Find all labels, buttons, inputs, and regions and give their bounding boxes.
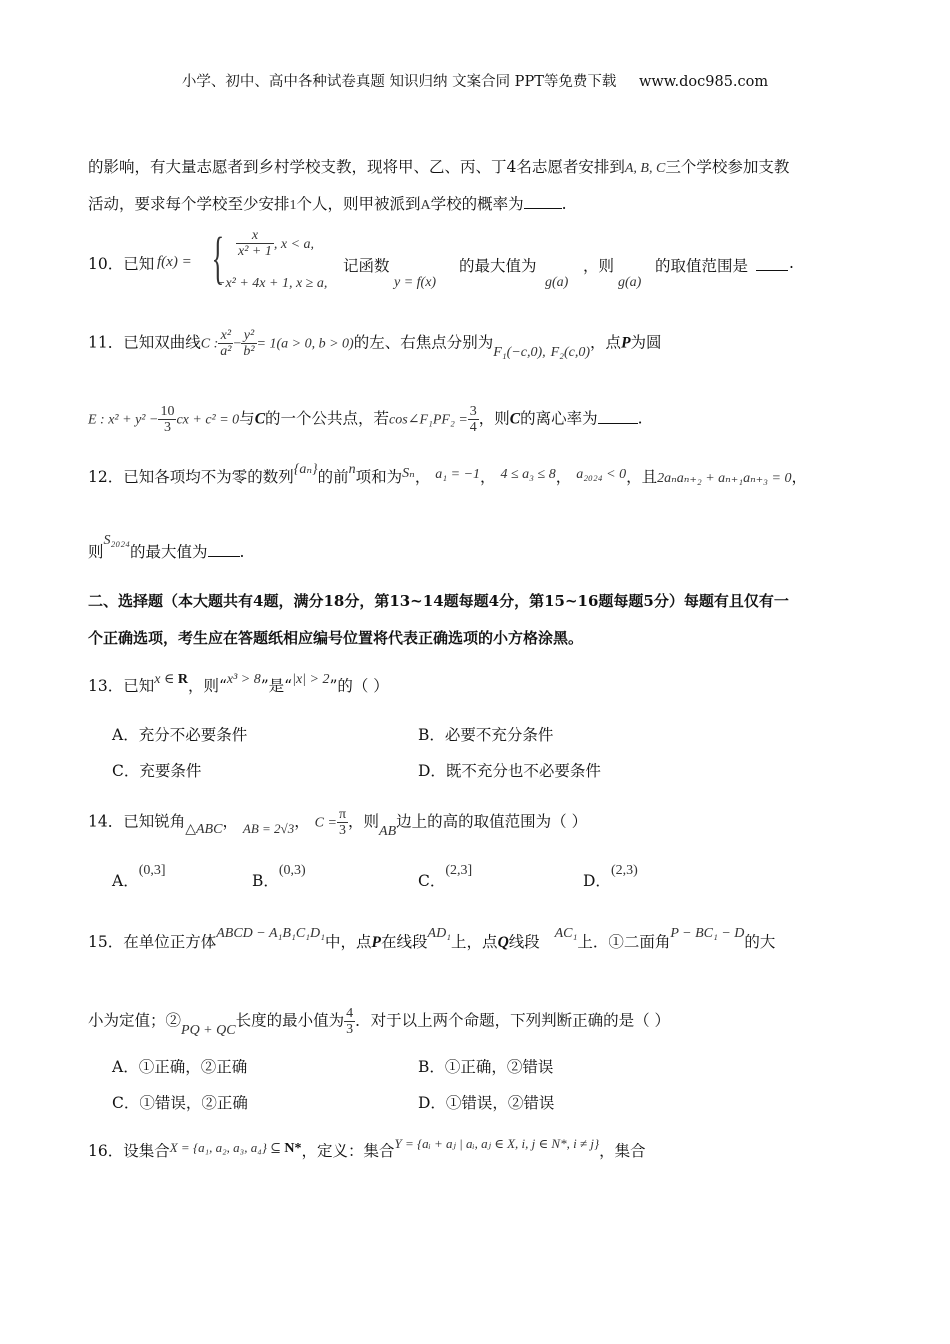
q15-option-d[interactable]: D．①错误，②错误 [418, 1094, 555, 1112]
angle-c: C = [314, 815, 337, 831]
sep: ， [480, 468, 496, 486]
q15-option-c[interactable]: C．①错误，②正确 [112, 1094, 248, 1112]
q13-number: 13．已知 [88, 677, 155, 695]
q14-number: 14．已知锐角 [88, 812, 186, 831]
q12-text: 的最大值为 [129, 543, 208, 561]
q9-line2 [88, 193, 878, 217]
q15-number: 15．在单位正方体 [88, 933, 217, 951]
point-p: P [371, 934, 381, 951]
period: . [239, 543, 245, 561]
q15-option-a[interactable]: A．①正确，②正确 [112, 1058, 248, 1076]
q10-ga: g(a) [618, 275, 642, 290]
segment-ad1: AD₁ [427, 926, 452, 941]
q15-text: 在线段 [381, 933, 428, 951]
frac-den: a² [220, 344, 232, 359]
page-header [0, 70, 950, 91]
q9-text: 三个学校参加支教 [665, 158, 790, 176]
cond2: |x| > 2 [292, 672, 330, 687]
answer-blank [524, 194, 562, 209]
q14-stem [88, 807, 878, 838]
cond-a2024: a₂₀₂₄ < 0 [576, 467, 627, 482]
cond-a1: a₁ = −1 [435, 467, 481, 482]
q15-text: 上，点 [451, 933, 498, 951]
cube: ABCD − A₁B₁C₁D₁ [216, 926, 326, 941]
q15-text: ．对于以上两个命题，下列判断正确的是（ ） [355, 1011, 671, 1030]
q11-text: 的一个公共点，若 [265, 409, 390, 428]
q11-number: 11．已知双曲线 [88, 333, 201, 352]
q12-line1 [88, 462, 878, 490]
pq-qc: PQ + QC [181, 1022, 236, 1038]
q15-text: 的大 [744, 933, 776, 951]
q16-stem [88, 1136, 878, 1164]
triangle: △ABC [185, 821, 223, 837]
section-2-heading: 二、选择题（本大题共有4题，满分18分，第13~14题每题4分，第15~16题每题5分）每题有且仅有一 [88, 592, 789, 610]
q12-number: 12．已知各项均不为零的数列 [88, 468, 294, 486]
focus-f1: F₁(−c,0), [493, 344, 546, 360]
q15-text: 小为定值；② [88, 1011, 182, 1030]
q10-text: 的最大值为 [459, 257, 537, 275]
period: . [789, 254, 794, 272]
q10-yfx: y = f(x) [394, 275, 437, 290]
side-ab: AB [379, 823, 397, 839]
q9-math-abc: A, B, C [624, 161, 666, 176]
q10-piece2: −x² + 4x + 1, x ≥ a, [216, 276, 328, 291]
cond-a3: 4 ≤ a₃ ≤ 8 [500, 467, 556, 482]
q10-number: 10．已知 [88, 255, 155, 273]
focus-f2: F₂(c,0) [550, 344, 591, 360]
hyper-post: = 1(a > 0, b > 0) [256, 336, 354, 352]
q10-piece1 [236, 228, 314, 259]
circle-eq: cx + c² = 0 [176, 412, 240, 428]
option-value: (2,3] [445, 863, 473, 878]
frac-num: x [236, 228, 274, 244]
point-q: Q [497, 934, 509, 951]
frac-den: 3 [338, 823, 346, 838]
var-s2024: S₂₀₂₄ [103, 533, 130, 548]
q11-text: 为圆 [630, 333, 662, 352]
cos-angle: cos∠F₁PF₂ = [389, 412, 468, 428]
header-url: www.doc985.com [638, 74, 769, 90]
frac-num: y² [241, 328, 256, 344]
q14-option-b[interactable] [252, 863, 306, 894]
option-label: D． [583, 872, 611, 890]
frac-num: 10 [160, 404, 175, 419]
q9-text: 活动，要求每个学校至少安排 [88, 195, 290, 213]
q14-option-a[interactable] [112, 863, 166, 894]
q16-number: 16．设集合 [88, 1142, 170, 1160]
side-ab: AB = 2√3 [242, 820, 295, 836]
sep: ， [791, 468, 808, 486]
q9-text: 学校的概率为 [430, 195, 524, 213]
q11-text: 的左、右焦点分别为 [353, 333, 494, 352]
frac-num: π [338, 807, 347, 822]
curve-c: C [254, 410, 266, 428]
circle-eq: E : x² + y² − [88, 412, 159, 428]
q11-text: ，点 [590, 333, 622, 352]
q14-text: 边上的高的取值范围为（ ） [396, 812, 588, 831]
sep: ， [555, 468, 572, 486]
seq-an: {aₙ} [293, 462, 318, 477]
cond1: x³ > 8 [226, 672, 261, 687]
q11-text: ，则 [478, 409, 510, 428]
q10-text: ，则 [583, 257, 615, 275]
q13-option-a[interactable]: A．充分不必要条件 [112, 726, 248, 744]
q14-text: ，则 [348, 812, 380, 831]
piece1-cond: , x < a, [273, 237, 315, 252]
q9-text: 个人，则甲被派到 [296, 195, 421, 213]
q15-option-b[interactable]: B．①正确，②错误 [418, 1058, 554, 1076]
segment-ac1: AC₁ [554, 926, 578, 941]
q15-line1 [88, 926, 878, 955]
q12-text: 则 [88, 543, 104, 561]
q9-math-a: A [420, 198, 431, 213]
set-y: Y = {aᵢ + aⱼ | aᵢ, aⱼ ∈ X, i, j ∈ N*, i ≠ j} [394, 1136, 600, 1151]
q9-text: 的影响，有大量志愿者到乡村学校支教，现将甲、乙、丙、丁4名志愿者安排到 [88, 158, 625, 176]
period: . [637, 409, 643, 428]
answer-blank [208, 542, 240, 557]
option-label: A． [112, 872, 139, 890]
q10-ga: g(a) [545, 275, 569, 290]
dihedral: P − BC₁ − D [670, 926, 745, 941]
var-sn: Sₙ [402, 466, 415, 481]
header-site-text: 小学、初中、高中各种试卷真题 知识归纳 文案合同 PPT等免费下载 [181, 74, 617, 90]
q15-text: 上．①二面角 [577, 933, 671, 951]
q10-text: 记函数 [343, 257, 390, 275]
q11-text: 的离心率为 [520, 409, 598, 428]
q13-stem [88, 672, 878, 699]
q13-text: ，则“ [187, 677, 227, 695]
q12-text: ，且 [626, 468, 658, 486]
period: . [561, 195, 567, 213]
q13-text: ”是“ [260, 677, 293, 695]
q15-line2 [88, 1006, 878, 1037]
option-label: B． [252, 872, 279, 890]
q13-text: ”的（ ） [329, 677, 389, 695]
frac-num: x² [218, 328, 233, 344]
q9-line1 [88, 156, 878, 180]
q10-fx: f(x) = [157, 254, 192, 270]
frac-den: 4 [469, 420, 477, 435]
option-value: (0,3] [138, 863, 166, 878]
option-value: (2,3) [610, 863, 638, 878]
sep: ， [294, 812, 310, 831]
option-value: (0,3) [278, 863, 306, 878]
q12-text: 的前 [317, 468, 349, 486]
q14-option-d[interactable] [583, 863, 638, 894]
reals-symbol: R [177, 672, 188, 687]
frac-num: 4 [346, 1006, 354, 1021]
answer-blank [756, 256, 788, 271]
naturals-symbol: N* [284, 1141, 302, 1156]
set-x: X = {a₁, a₂, a₃, a₄} ⊆ [169, 1140, 285, 1155]
curve-c: C [509, 410, 521, 428]
q11-line1: 11．已知双曲线C : $\frac{\text{x²}}{\text{a²}}$ − $\frac{\text{y²}}{\text{b²}}$ = 1(a > 0, b > 0)的左、右焦点分别为F₁(−c,0), F₂(c,0)，点P为圆 [88, 328, 662, 360]
hyper-pre: C : [200, 336, 219, 352]
sep: ， [414, 468, 431, 486]
q13-option-c[interactable]: C．充要条件 [112, 762, 202, 780]
frac-den: b² [243, 344, 255, 359]
q13-option-d[interactable]: D．既不充分也不必要条件 [418, 762, 601, 780]
q15-text: 线段 [508, 933, 540, 951]
q16-text: ，定义：集合 [301, 1142, 395, 1160]
section-2-instructions: 个正确选项，考生应在答题纸相应编号位置将代表正确选项的小方格涂黑。 [88, 629, 584, 647]
q9-math-1: 1 [289, 198, 297, 213]
q16-text: ，集合 [599, 1142, 646, 1160]
piecewise-brace: { [211, 225, 225, 290]
frac-den: x² + 1 [238, 244, 272, 259]
q15-text: 中，点 [325, 933, 372, 951]
option-label: C． [418, 872, 446, 890]
q14-option-c[interactable] [418, 863, 473, 894]
x-in: x ∈ [154, 672, 178, 687]
q11-line2 [88, 404, 878, 435]
q15-text: 长度的最小值为 [235, 1011, 345, 1030]
q13-option-b[interactable]: B．必要不充分条件 [418, 726, 554, 744]
var-n: n [348, 462, 356, 477]
frac-den: 3 [163, 420, 171, 435]
answer-blank [598, 409, 638, 424]
sep: ， [222, 812, 238, 831]
q10-text: 的取值范围是 [655, 257, 749, 275]
q12-line2 [88, 533, 878, 565]
frac-num: 3 [469, 404, 477, 419]
frac-den: 3 [346, 1022, 354, 1037]
q12-text: 项和为 [355, 468, 403, 486]
q11-text: 与 [239, 409, 255, 428]
recurrence: 2aₙaₙ₊₂ + aₙ₊₁aₙ₊₃ = 0 [657, 471, 792, 486]
point-p: P [621, 334, 631, 352]
